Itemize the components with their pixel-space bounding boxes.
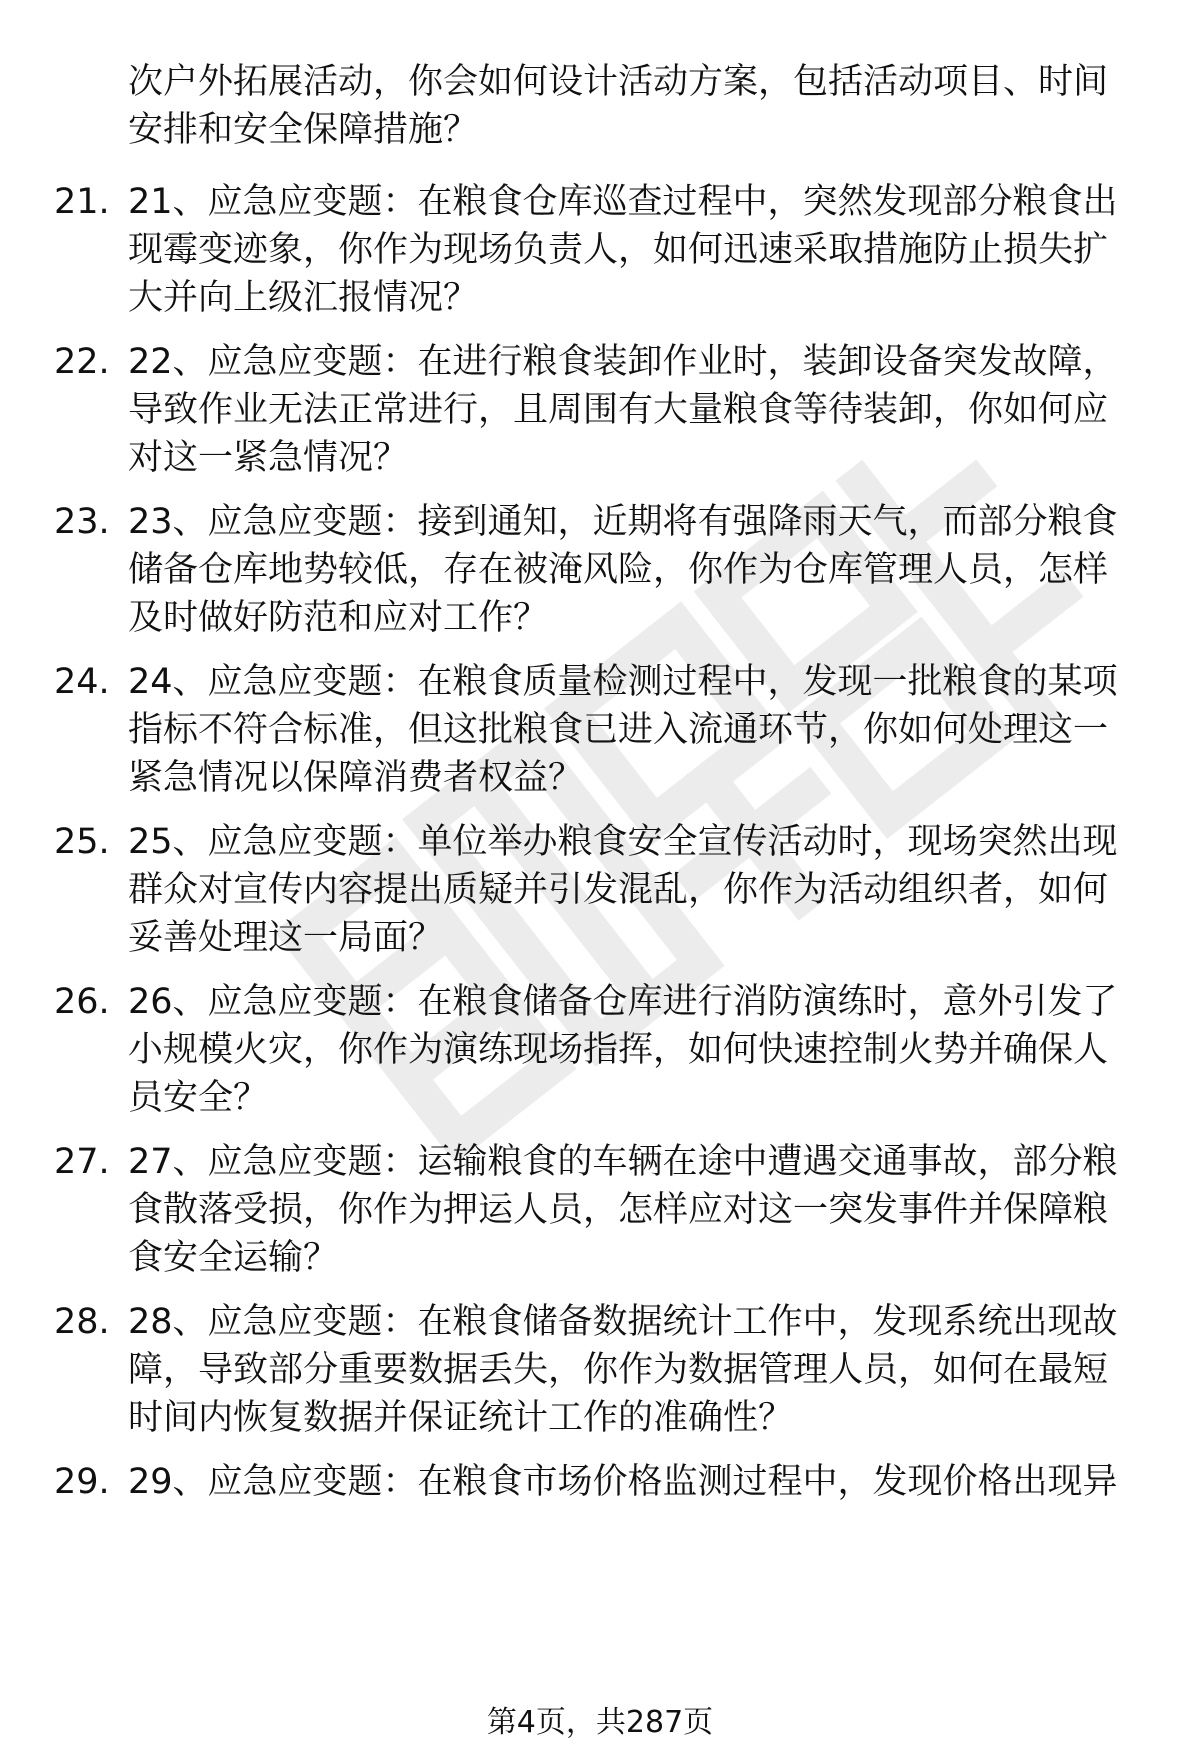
list-item-text: 26、应急应变题：在粮食储备仓库进行消防演练时，意外引发了小规模火灾，你作为演练现场指挥，如何快速控制火势并确保人员安全？ (128, 982, 1118, 1118)
list-item-number: 21. (54, 182, 110, 222)
list-item-text: 21、应急应变题：在粮食仓库巡查过程中，突然发现部分粮食出现霉变迹象，你作为现场负责人，如何迅速采取措施防止损失扩大并向上级汇报情况？ (128, 182, 1118, 318)
list-item-number: 29. (54, 1462, 110, 1502)
list-item-number: 26. (54, 982, 110, 1022)
list-item-number: 22. (54, 342, 110, 382)
list-item-number: 24. (54, 662, 110, 702)
list-item-text: 22、应急应变题：在进行粮食装卸作业时，装卸设备突发故障，导致作业无法正常进行，且周围有大量粮食等待装卸，你如何应对这一紧急情况？ (128, 342, 1118, 478)
list-item-text: 23、应急应变题：接到通知，近期将有强降雨天气，而部分粮食储备仓库地势较低，存在被淹风险，你作为仓库管理人员，怎样及时做好防范和应对工作？ (128, 502, 1118, 638)
list-item-number: 28. (54, 1302, 110, 1342)
list-item-text: 29、应急应变题：在粮食市场价格监测过程中，发现价格出现异 (128, 1462, 1118, 1502)
list-item-text: 27、应急应变题：运输粮食的车辆在途中遭遇交通事故，部分粮食散落受损，你作为押运人员，怎样应对这一突发事件并保障粮食安全运输？ (128, 1142, 1118, 1278)
list-item-text: 25、应急应变题：单位举办粮食安全宣传活动时，现场突然出现群众对宣传内容提出质疑并引发混乱，你作为活动组织者，如何妥善处理这一局面？ (128, 822, 1118, 958)
list-item-number: 23. (54, 502, 110, 542)
page-footer: 第4页，共287页 (486, 1705, 714, 1740)
intro-paragraph: 次户外拓展活动，你会如何设计活动方案，包括活动项目、时间安排和安全保障措施？ (128, 62, 1109, 150)
list-item-number: 27. (54, 1142, 110, 1182)
list-item-text: 28、应急应变题：在粮食储备数据统计工作中，发现系统出现故障，导致部分重要数据丢失，你作为数据管理人员，如何在最短时间内恢复数据并保证统计工作的准确性？ (128, 1302, 1118, 1438)
list-item-text: 24、应急应变题：在粮食质量检测过程中，发现一批粮食的某项指标不符合标准，但这批粮食已进入流通环节，你如何处理这一紧急情况以保障消费者权益？ (128, 662, 1118, 798)
list-item-number: 25. (54, 822, 110, 862)
